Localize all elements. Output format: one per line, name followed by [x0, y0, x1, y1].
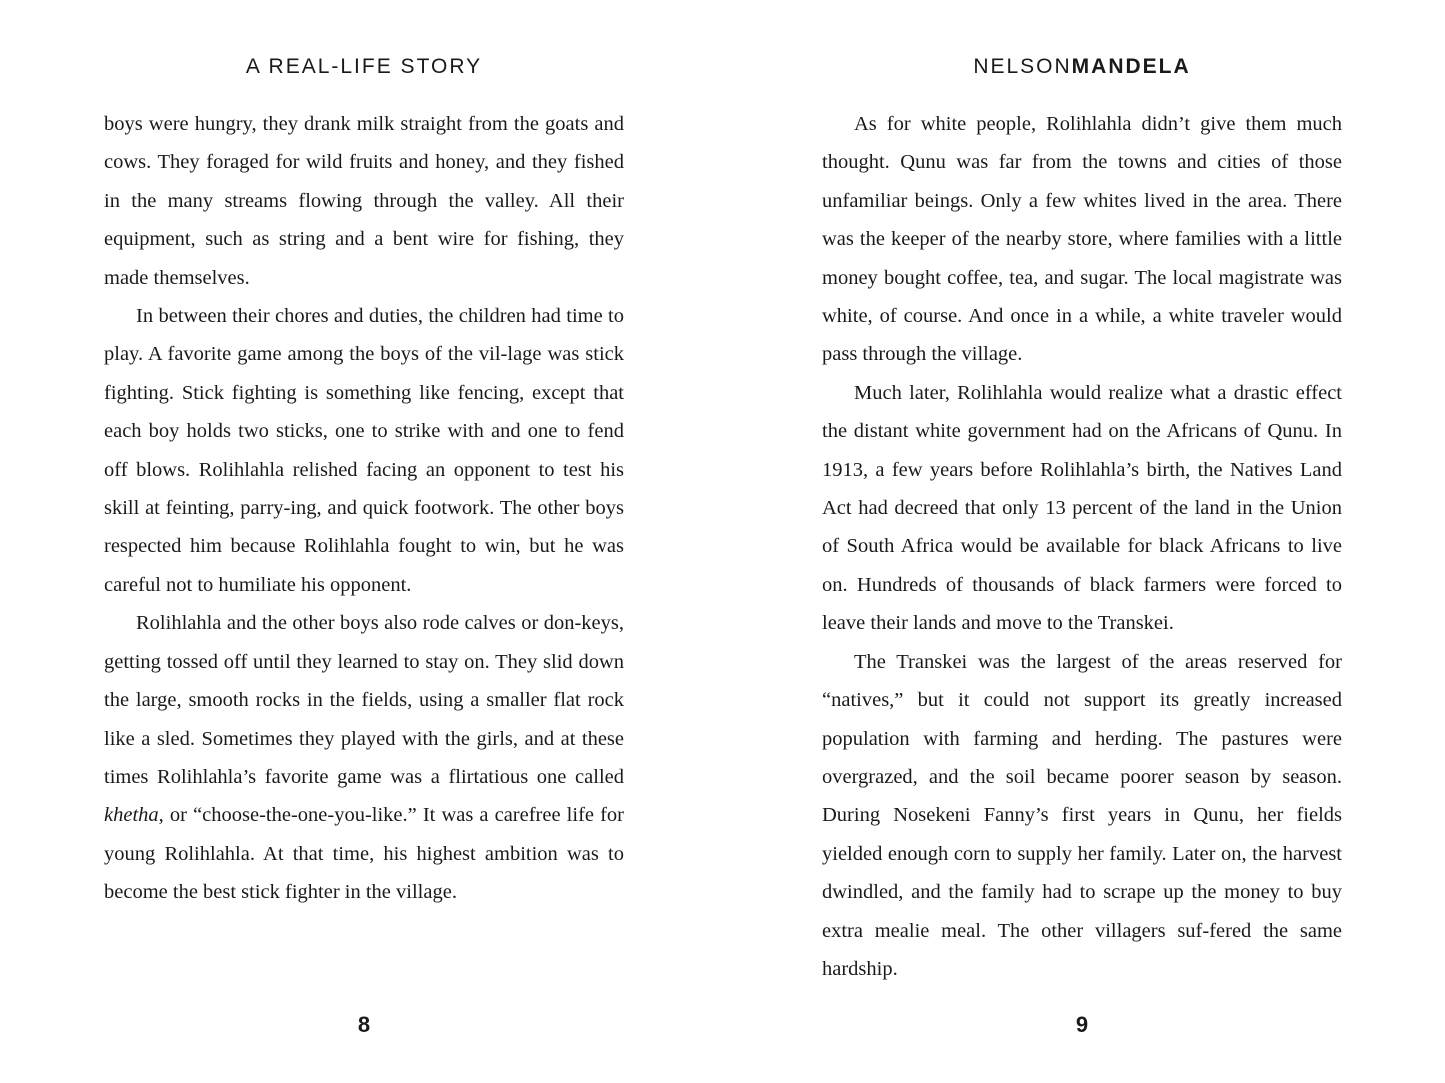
- left-paragraph-3-italic-word: khetha: [104, 804, 159, 827]
- left-paragraph-1: boys were hungry, they drank milk straight from the goats and cows. They foraged for wild fruits and honey, and they fished in the many streams flowing through the valley. All their equipment, such as string and a bent wire for fishing, they made themselves.: [104, 113, 624, 289]
- left-paragraph-3: [104, 604, 624, 911]
- running-head-first-name: NELSON: [973, 55, 1072, 78]
- right-paragraph-3: The Transkei was the largest of the areas reserved for “natives,” but it could not support its greatly increased population with farming and herding. The pastures were overgrazed, and the soil became poorer season by season. During Nosekeni Fanny’s first years in Qunu, her fields yielded enough corn to supply her family. Later on, the harvest dwindled, and the family had to scrape up the money to buy extra mealie meal. The other villagers suf-fered the same hardship.: [822, 650, 1342, 980]
- left-running-head: A REAL-LIFE STORY: [245, 55, 483, 78]
- running-head-last-name: MANDELA: [1071, 55, 1191, 78]
- left-paragraph-3-part-1: Rolihlahla and the other boys also rode calves or don-keys, getting tossed off until they learned to stay on. They slid down the large, smooth rocks in the fields, using a smaller flat rock like a sled. Sometimes they played with the girls, and at these times Rolihlahla’s favorite game was a flirtatious one called: [104, 612, 624, 788]
- left-page-number: 8: [357, 1012, 371, 1037]
- right-page-number: 9: [1075, 1012, 1089, 1037]
- left-paragraph-2: In between their chores and duties, the children had time to play. A favorite game among the boys of the vil-lage was stick fighting. Stick fighting is something like fencing, except that each boy holds two sticks, one to strike with and one to fend off blows. Rolihlahla relished facing an opponent to test his skill at feinting, parry-ing, and quick footwork. The other boys respected him because Rolihlahla fought to win, but he was careful not to humiliate his opponent.: [104, 305, 624, 596]
- left-paragraph-3-part-2: , or “choose-the-one-you-like.” It was a carefree life for young Rolihlahla. At that time, his highest ambition was to become the best stick fighter in the village.: [104, 804, 624, 904]
- right-body-text: [822, 105, 1342, 988]
- left-page: [0, 0, 722, 1083]
- right-paragraph-2: Much later, Rolihlahla would realize what a drastic effect the distant white government had on the Africans of Qunu. In 1913, a few years before Rolihlahla’s birth, the Natives Land Act had decreed that only 13 percent of the land in the Union of South Africa would be available for black Africans to live on. Hundreds of thousands of black farmers were forced to leave their lands and move to the Transkei.: [822, 381, 1342, 635]
- right-paragraph-1: As for white people, Rolihlahla didn’t give them much thought. Qunu was far from the towns and cities of those unfamiliar beings. Only a few whites lived in the area. There was the keeper of the nearby store, where families with a little money bought coffee, tea, and sugar. The local magistrate was white, of course. And once in a while, a white traveler would pass through the village.: [822, 113, 1342, 366]
- right-page: [722, 0, 1444, 1083]
- right-running-head: [822, 50, 1342, 84]
- left-body-text: [104, 105, 624, 912]
